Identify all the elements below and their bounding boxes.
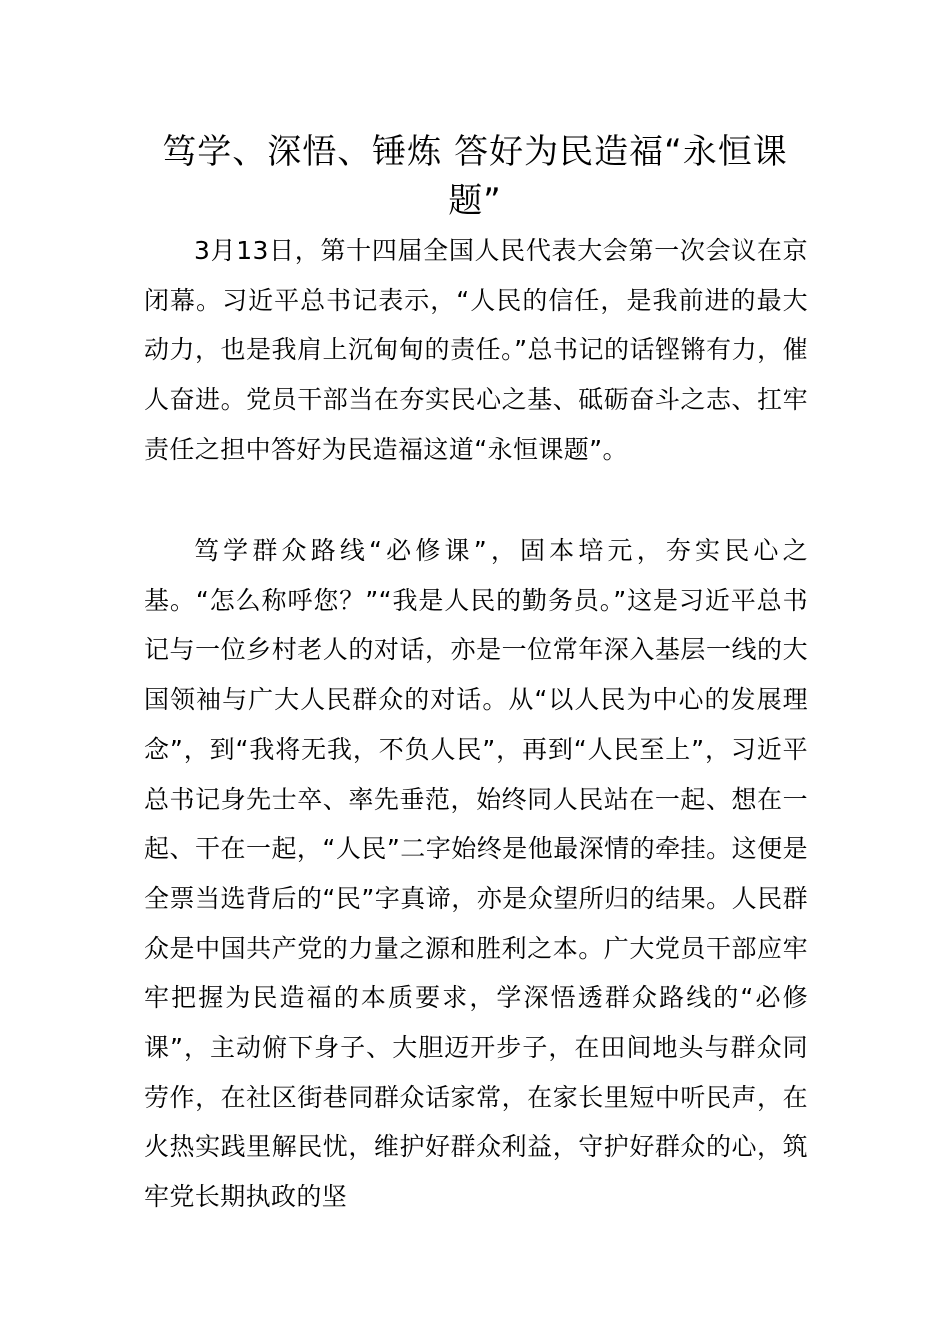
paragraph-mass-line: 笃学群众路线“必修课”，固本培元，夯实民心之基。“怎么称呼您？”“我是人民的勤务员。”这是习近平总书记与一位乡村老人的对话，亦是一位常年深入基层一线的大国领袖与广大人民群众的对话。从“以人民为中心的发展理念”，到“我将无我，不负人民”，再到“人民至上”，习近平总书记身先士卒、率先垂范，始终同人民站在一起、想在一起、干在一起，“人民”二字始终是他最深情的牵挂。这便是全票当选背后的“民”字真谛，亦是众望所归的结果。人民群众是中国共产党的力量之源和胜利之本。广大党员干部应牢牢把握为民造福的本质要求，学深悟透群众路线的“必修课”，主动俯下身子、大胆迈开步子，在田间地头与群众同劳作，在社区街巷同群众话家常，在家长里短中听民声，在火热实践里解民忧，维护好群众利益，守护好群众的心，筑牢党长期执政的坚 [144, 536, 808, 1212]
article-title: 笃学、深悟、锤炼 答好为民造福“永恒课题” [162, 132, 788, 221]
paragraph-intro: 3月13日，第十四届全国人民代表大会第一次会议在京闭幕。习近平总书记表示，“人民的信任，是我前进的最大动力，也是我肩上沉甸甸的责任。”总书记的话铿锵有力，催人奋进。党员干部当在夯实民心之基、砥砺奋斗之志、扛牢责任之担中答好为民造福这道“永恒课题”。 [144, 236, 808, 464]
